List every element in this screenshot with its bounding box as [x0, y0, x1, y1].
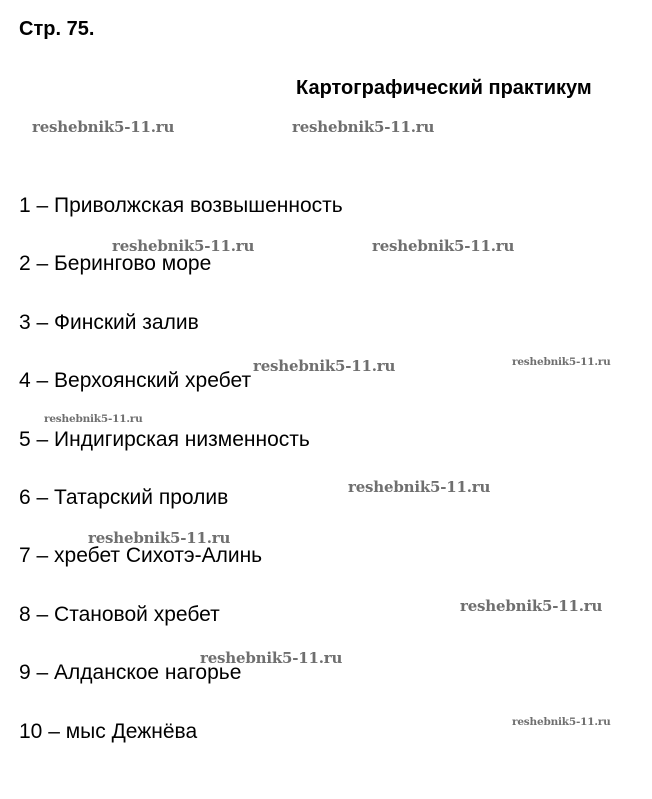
- watermark: reshebnik5-11.ru: [512, 356, 611, 368]
- answer-item-8: 8 – Становой хребет: [19, 602, 220, 626]
- page-number-label: Стр. 75.: [19, 18, 95, 40]
- answer-item-10: 10 – мыс Дежнёва: [19, 719, 198, 743]
- watermark: reshebnik5-11.ru: [292, 118, 435, 136]
- watermark: reshebnik5-11.ru: [512, 716, 611, 728]
- watermark: reshebnik5-11.ru: [200, 649, 343, 667]
- answer-item-6: 6 – Татарский пролив: [19, 485, 229, 509]
- watermark: reshebnik5-11.ru: [44, 413, 143, 425]
- watermark: reshebnik5-11.ru: [372, 237, 515, 255]
- watermark: reshebnik5-11.ru: [88, 529, 231, 547]
- answer-item-5: 5 – Индигирская низменность: [19, 427, 310, 451]
- answer-item-1: 1 – Приволжская возвышенность: [19, 194, 343, 217]
- watermark: reshebnik5-11.ru: [112, 237, 255, 255]
- answer-item-3: 3 – Финский залив: [19, 310, 199, 334]
- watermark: reshebnik5-11.ru: [460, 597, 603, 615]
- watermark: reshebnik5-11.ru: [253, 357, 396, 375]
- watermark: reshebnik5-11.ru: [32, 118, 175, 136]
- answer-list: [19, 194, 343, 778]
- answer-item-4: 4 – Верхоянский хребет: [19, 369, 252, 393]
- answer-item-7: 7 – хребет Сихотэ-Алинь: [19, 544, 263, 568]
- watermark: reshebnik5-11.ru: [348, 478, 491, 496]
- section-title: Картографический практикум: [296, 77, 592, 99]
- answer-item-2: 2 – Берингово море: [19, 252, 212, 276]
- answer-item-9: 9 – Алданское нагорье: [19, 661, 242, 685]
